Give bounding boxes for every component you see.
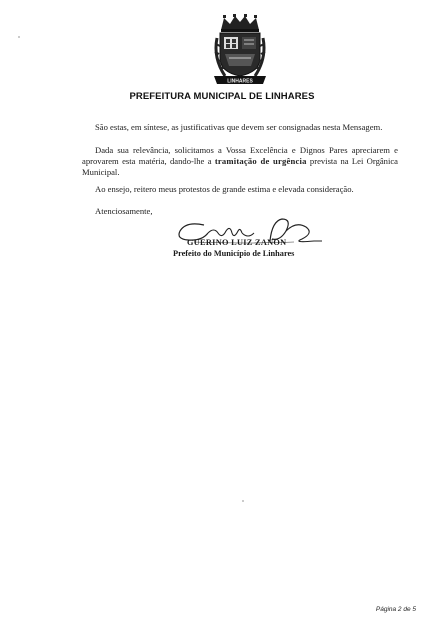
paragraph-request xyxy=(82,145,398,177)
paragraph-regards xyxy=(95,184,405,195)
paragraph-request-text: Dada sua relevância, solicitamos a Vossa Excelência e Dignos Pares apreciarem e aprovarem esta matéria, dando-lhe a xyxy=(82,145,398,166)
page-number: Página 2 de 5 xyxy=(375,606,416,613)
signer-title: Prefeito do Município de Linhares xyxy=(173,249,295,258)
paragraph-regards-text: Ao ensejo, reitero meus protestos de grande estima e elevada consideração. xyxy=(95,184,354,194)
paragraph-request-ending: prevista na Lei Orgânica Municipal. xyxy=(82,155,398,177)
organization-name: PREFEITURA MUNICIPAL DE LINHARES xyxy=(129,91,315,102)
emblem-motto: LINHARES xyxy=(227,78,253,85)
closing-salutation-text: Atenciosamente, xyxy=(95,206,153,216)
paragraph-justification xyxy=(95,122,405,133)
urgency-emphasis: tramitação de urgência xyxy=(214,155,307,166)
scan-speck xyxy=(18,36,20,38)
scan-speck xyxy=(242,500,244,502)
signer-name: GUERINO LUIZ ZANON xyxy=(187,238,287,247)
paragraph-justification-text: São estas, em síntese, as justificativas que devem ser consignadas nesta Mensagem. xyxy=(95,122,383,132)
coat-of-arms-emblem xyxy=(211,14,269,88)
